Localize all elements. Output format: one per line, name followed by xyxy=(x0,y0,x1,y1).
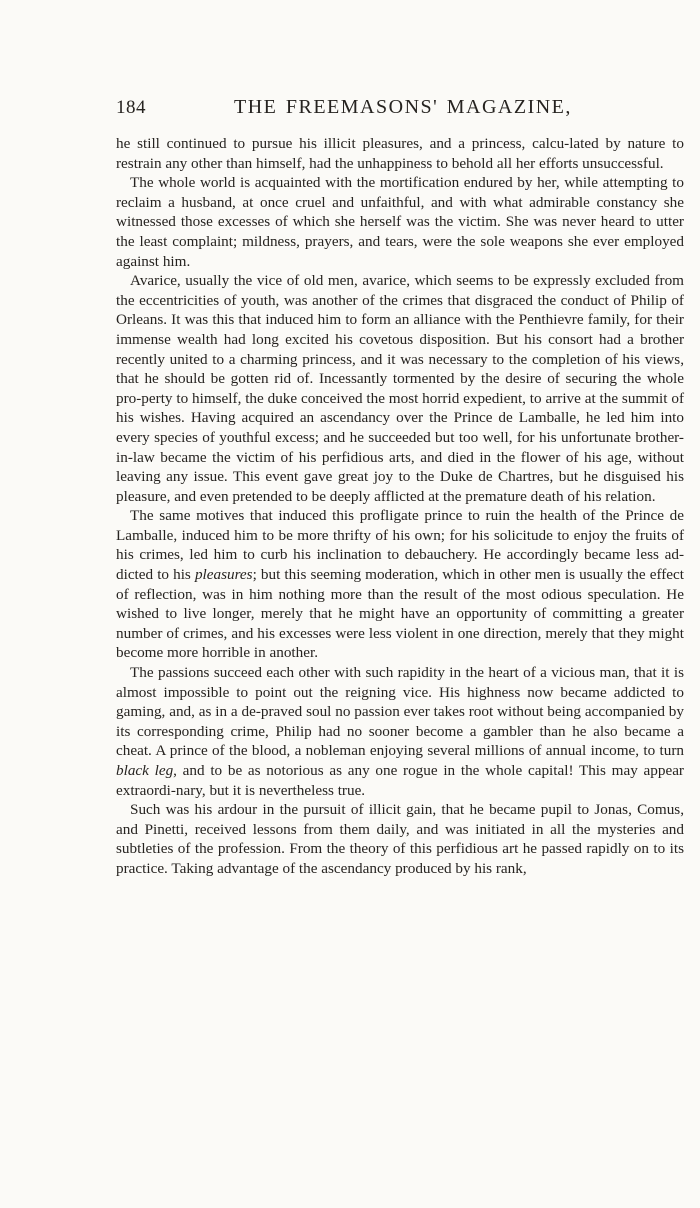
italic-text: pleasures xyxy=(194,566,253,584)
text-run: The whole world is acquainted with the mortification endured by her, while attempting to reclaim a husband, at once cruel and unfaithful, and with what admirable constancy she witnessed those excesses of which she herself was the victim. She was never heard to utter the least complaint; mildness, prayers, and tears, were the sole weapons she ever employed against him. xyxy=(116,174,684,270)
text-run: he still continued to pursue his illicit pleasures, and a princess, calcu-lated by nature to restrain any other than himself, had the unhappiness to behold all her efforts unsuccessful. xyxy=(116,135,684,172)
paragraph xyxy=(116,134,684,173)
text-run: ; but this seeming moderation, which in other men is usually the effect of reflection, was in him nothing more than the result of the most odious speculation. He wished to live longer, merely that he might have an opportunity of committing a greater number of crimes, and his excesses were less violent in one direction, merely that they might become more horrible in another. xyxy=(116,566,684,662)
page-header xyxy=(116,96,684,126)
paragraph xyxy=(116,663,684,800)
text-run: Such was his ardour in the pursuit of illicit gain, that he became pupil to Jonas, Comus, and Pinetti, received lessons from them daily, and was initiated in all the mysteries and subtleties of the profession. From the theory of this perfidious art he passed rapidly on to its practice. Taking advantage of the ascendancy produced by his rank, xyxy=(116,801,684,877)
paragraph xyxy=(116,271,684,506)
running-title: THE FREEMASONS' MAGAZINE, xyxy=(234,96,572,118)
body-text xyxy=(116,134,684,879)
paragraph xyxy=(116,506,684,663)
text-run: Avarice, usually the vice of old men, avarice, which seems to be expressly excluded from the eccentricities of youth, was another of the crimes that disgraced the conduct of Philip of Orleans. It was this that induced him to form an alliance with the Penthievre family, for their immense wealth had long excited his covetous disposition. But his consort had a brother recently united to a charming princess, and it was necessary to the completion of his views, that he should be gotten rid of. Incessantly tormented by the desire of securing the whole pro-perty to himself, the duke conceived the most horrid expedient, to arrive at the summit of his wishes. Having acquired an ascendancy over the Prince de Lamballe, he led him into every species of youthful excess; and he succeeded but too well, for his unfortunate brother-in-law became the victim of his perfidious arts, and died in the flower of his age, without leaving any issue. This event gave great joy to the Duke de Chartres, but he disguised his pleasure, and even pretended to be deeply afflicted at the premature death of his relation. xyxy=(116,272,684,505)
text-run: The passions succeed each other with such rapidity in the heart of a vicious man, that it is almost impossible to point out the reigning vice. His highness now became addicted to gaming, and, as in a de-praved soul no passion ever takes root without being accompanied by its corresponding crime, Philip had no sooner become a gambler than he also became a cheat. A prince of the blood, a nobleman enjoying several millions of annual income, to turn xyxy=(116,664,684,760)
book-page xyxy=(116,96,684,879)
text-run: , and to be as notorious as any one rogue in the whole capital! This may appear extraordi-nary, but it is nevertheless true. xyxy=(116,762,684,799)
text-run: The same motives that induced this profligate prince to ruin the health of the Prince de Lamballe, induced him to be more thrifty of his own; for his solicitude to enjoy the fruits of his crimes, led him to curb his inclination to debauchery. He accordingly became less ad-dicted to his xyxy=(116,507,684,584)
paragraph xyxy=(116,173,684,271)
paragraph xyxy=(116,800,684,878)
italic-text: black leg xyxy=(116,762,174,779)
page-number: 184 xyxy=(116,97,146,118)
